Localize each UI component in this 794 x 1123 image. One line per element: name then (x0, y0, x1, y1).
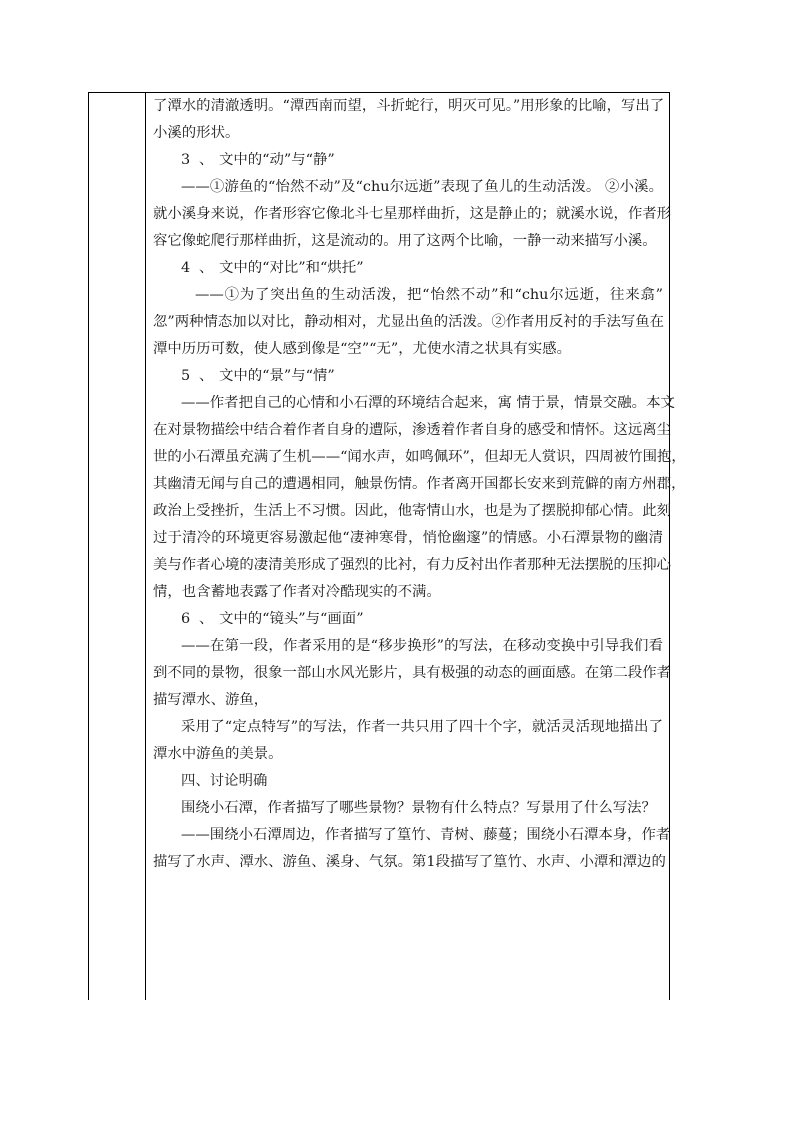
text-line: ——①为了突出鱼的生动活泼，把“怡然不动”和“chu尔远逝，往来翕” (195, 287, 663, 303)
text-line: 描写潭水、游鱼， (153, 692, 269, 708)
section-number: 4 (181, 260, 191, 276)
content-cell (153, 93, 686, 876)
text-line: 美与作者心境的凄清美形成了强烈的比衬，有力反衬出作者那种无法摆脱的压抑心 (153, 557, 672, 573)
text-line: 了潭水的清澈透明。“潭西南而望，斗折蛇行，明灭可见。”用形象的比喻，写出了 (153, 98, 665, 114)
question-line: 围绕小石潭，作者描写了哪些景物？景物有什么特点？写景用了什么写法？ (181, 800, 656, 816)
text-line: 潭水中游鱼的美景。 (153, 746, 283, 762)
text-line: 到不同的景物，很象一部山水风光影片，具有极强的动态的画面感。在第二段作者 (153, 665, 672, 681)
text-line: 其幽清无闻与自己的遭遇相同，触景伤情。作者离开国都长安来到荒僻的南方州郡， (153, 476, 686, 492)
section-heading (153, 606, 663, 633)
section-separator: 、 (199, 152, 214, 168)
text-line: 潭中历历可数，使人感到像是“空”“无”，尤使水清之状具有实感。 (153, 341, 571, 357)
section-heading (153, 363, 663, 390)
section-title: 文中的“镜头”与“画面” (219, 611, 364, 627)
text-line: 过于清冷的环境更容易激起他“凄神寒骨，悄怆幽邃”的情感。小石潭景物的幽清 (153, 530, 663, 546)
section-title: 文中的“对比”和“烘托” (219, 260, 364, 276)
section-number: 3 (181, 152, 191, 168)
text-line: 政治上受挫折，生活上不习惯。因此，他寄情山水，也是为了摆脱抑郁心情。此刻 (153, 503, 672, 519)
document-table (88, 92, 686, 1000)
text-line: 在对景物描绘中结合着作者自身的遭际，渗透着作者自身的感受和情怀。这远离尘 (153, 422, 672, 438)
text-line: ——作者把自己的心情和小石潭的环境结合起来，寓 情于景，情景交融。本文 (181, 395, 675, 411)
text-line: ——围绕小石潭周边，作者描写了篁竹、青树、藤蔓；围绕小石潭本身，作者 (181, 827, 671, 843)
text-line: 小溪的形状。 (153, 125, 240, 141)
section-separator: 、 (199, 368, 214, 384)
section-heading (153, 255, 663, 282)
left-column-cell (89, 93, 146, 1000)
text-line: 就小溪身来说，作者形容它像北斗七星那样曲折，这是静止的；就溪水说，作者形 (153, 206, 672, 222)
text-line: 世的小石潭虽充满了生机——“闻水声，如鸣佩环”，但却无人赏识，四周被竹围抱， (153, 449, 686, 465)
text-line: ——在第一段，作者采用的是“移步换形”的写法，在移动变换中引导我们看 (181, 638, 663, 654)
section-title: 文中的“动”与“静” (219, 152, 335, 168)
text-line: 容它像蛇爬行那样曲折，这是流动的。用了这两个比喻，一静一动来描写小溪。 (153, 233, 657, 249)
text-line: 采用了“定点特写”的写法，作者一共只用了四十个字，就活灵活现地描出了 (181, 719, 663, 735)
text-line: 忽”两种情态加以对比，静动相对，尤显出鱼的活泼。②作者用反衬的手法写鱼在 (153, 314, 665, 330)
section-separator: 、 (199, 611, 214, 627)
section-heading (153, 147, 663, 174)
section-number: 5 (181, 368, 191, 384)
subsection-heading: 四、讨论明确 (181, 773, 268, 789)
text-line: 情，也含蓄地表露了作者对冷酷现实的不满。 (153, 584, 441, 600)
text-line: ——①游鱼的“怡然不动”及“chu尔远逝”表现了鱼儿的生动活泼。 ②小溪。 (181, 179, 663, 195)
section-title: 文中的“景”与“情” (219, 368, 335, 384)
section-separator: 、 (199, 260, 214, 276)
text-line: 描写了水声、潭水、游鱼、溪身、气氛。第1段描写了篁竹、水声、小潭和潭边的 (153, 854, 666, 870)
section-number: 6 (181, 611, 191, 627)
